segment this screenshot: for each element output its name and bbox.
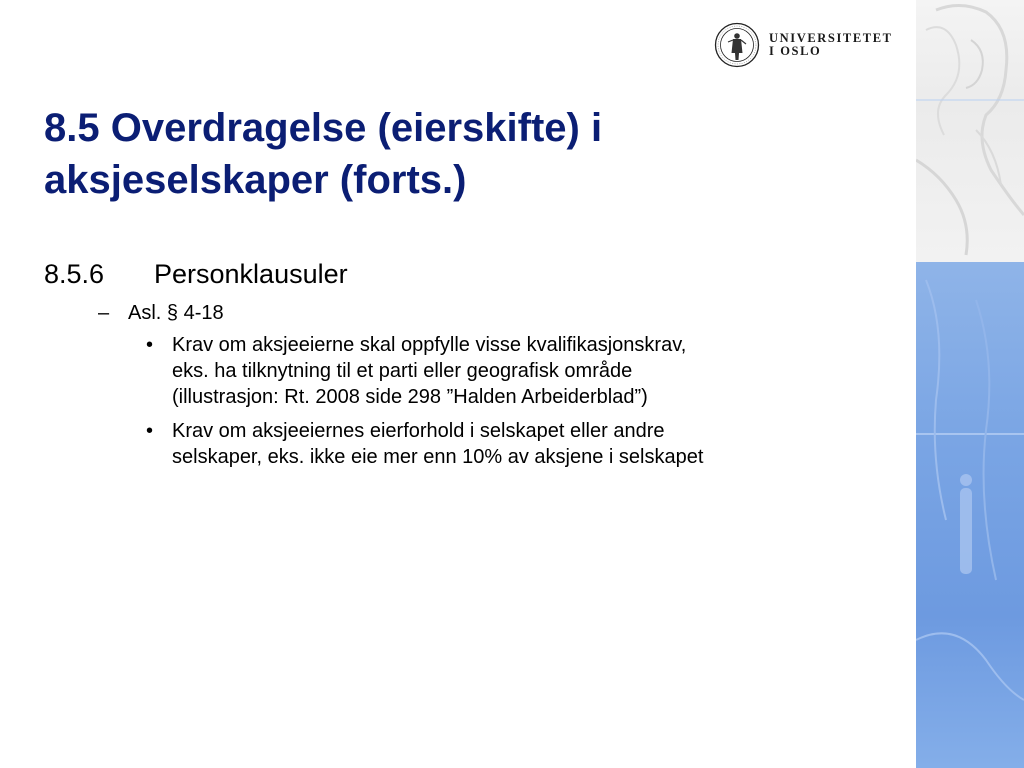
section-heading [44,256,884,292]
section-number: 8.5.6 [44,259,105,289]
slide-title-line1: 8.5 Overdragelse (eierskifte) i [44,106,603,150]
university-name [769,32,893,58]
university-seal-icon [714,22,760,68]
dash-marker: – [98,302,110,324]
subsection-item [98,300,884,326]
bullet-text-line: eks. ha tilknytning til et parti eller geografisk område [172,360,633,382]
decorative-side-panel [916,0,1024,768]
subsection-label: Asl. § 4-18 [128,302,224,324]
bullet-item [142,332,884,410]
bullet-text-line: Krav om aksjeeierne skal oppfylle visse kvalifikasjonskrav, [172,334,687,356]
sculpture-illustration [916,0,1024,768]
bullet-text-line: selskaper, eks. ikke eie mer enn 10% av aksjene i selskapet [172,446,704,468]
section-title: Personklausuler [154,259,348,289]
slide-title [44,102,884,206]
bullet-text-line: (illustrasjon: Rt. 2008 side 298 ”Halden Arbeiderblad”) [172,386,648,408]
university-name-line1: UNIVERSITETET [769,31,893,45]
university-logo [714,20,893,70]
bullet-text-line: Krav om aksjeeiernes eierforhold i selskapet eller andre [172,420,665,442]
bullet-icon: • [146,420,154,442]
slide-title-line2: aksjeselskaper (forts.) [44,158,467,202]
bullet-icon: • [146,334,154,356]
university-name-line2: I OSLO [769,44,822,58]
slide-body [44,256,884,470]
bullet-item [142,418,884,470]
